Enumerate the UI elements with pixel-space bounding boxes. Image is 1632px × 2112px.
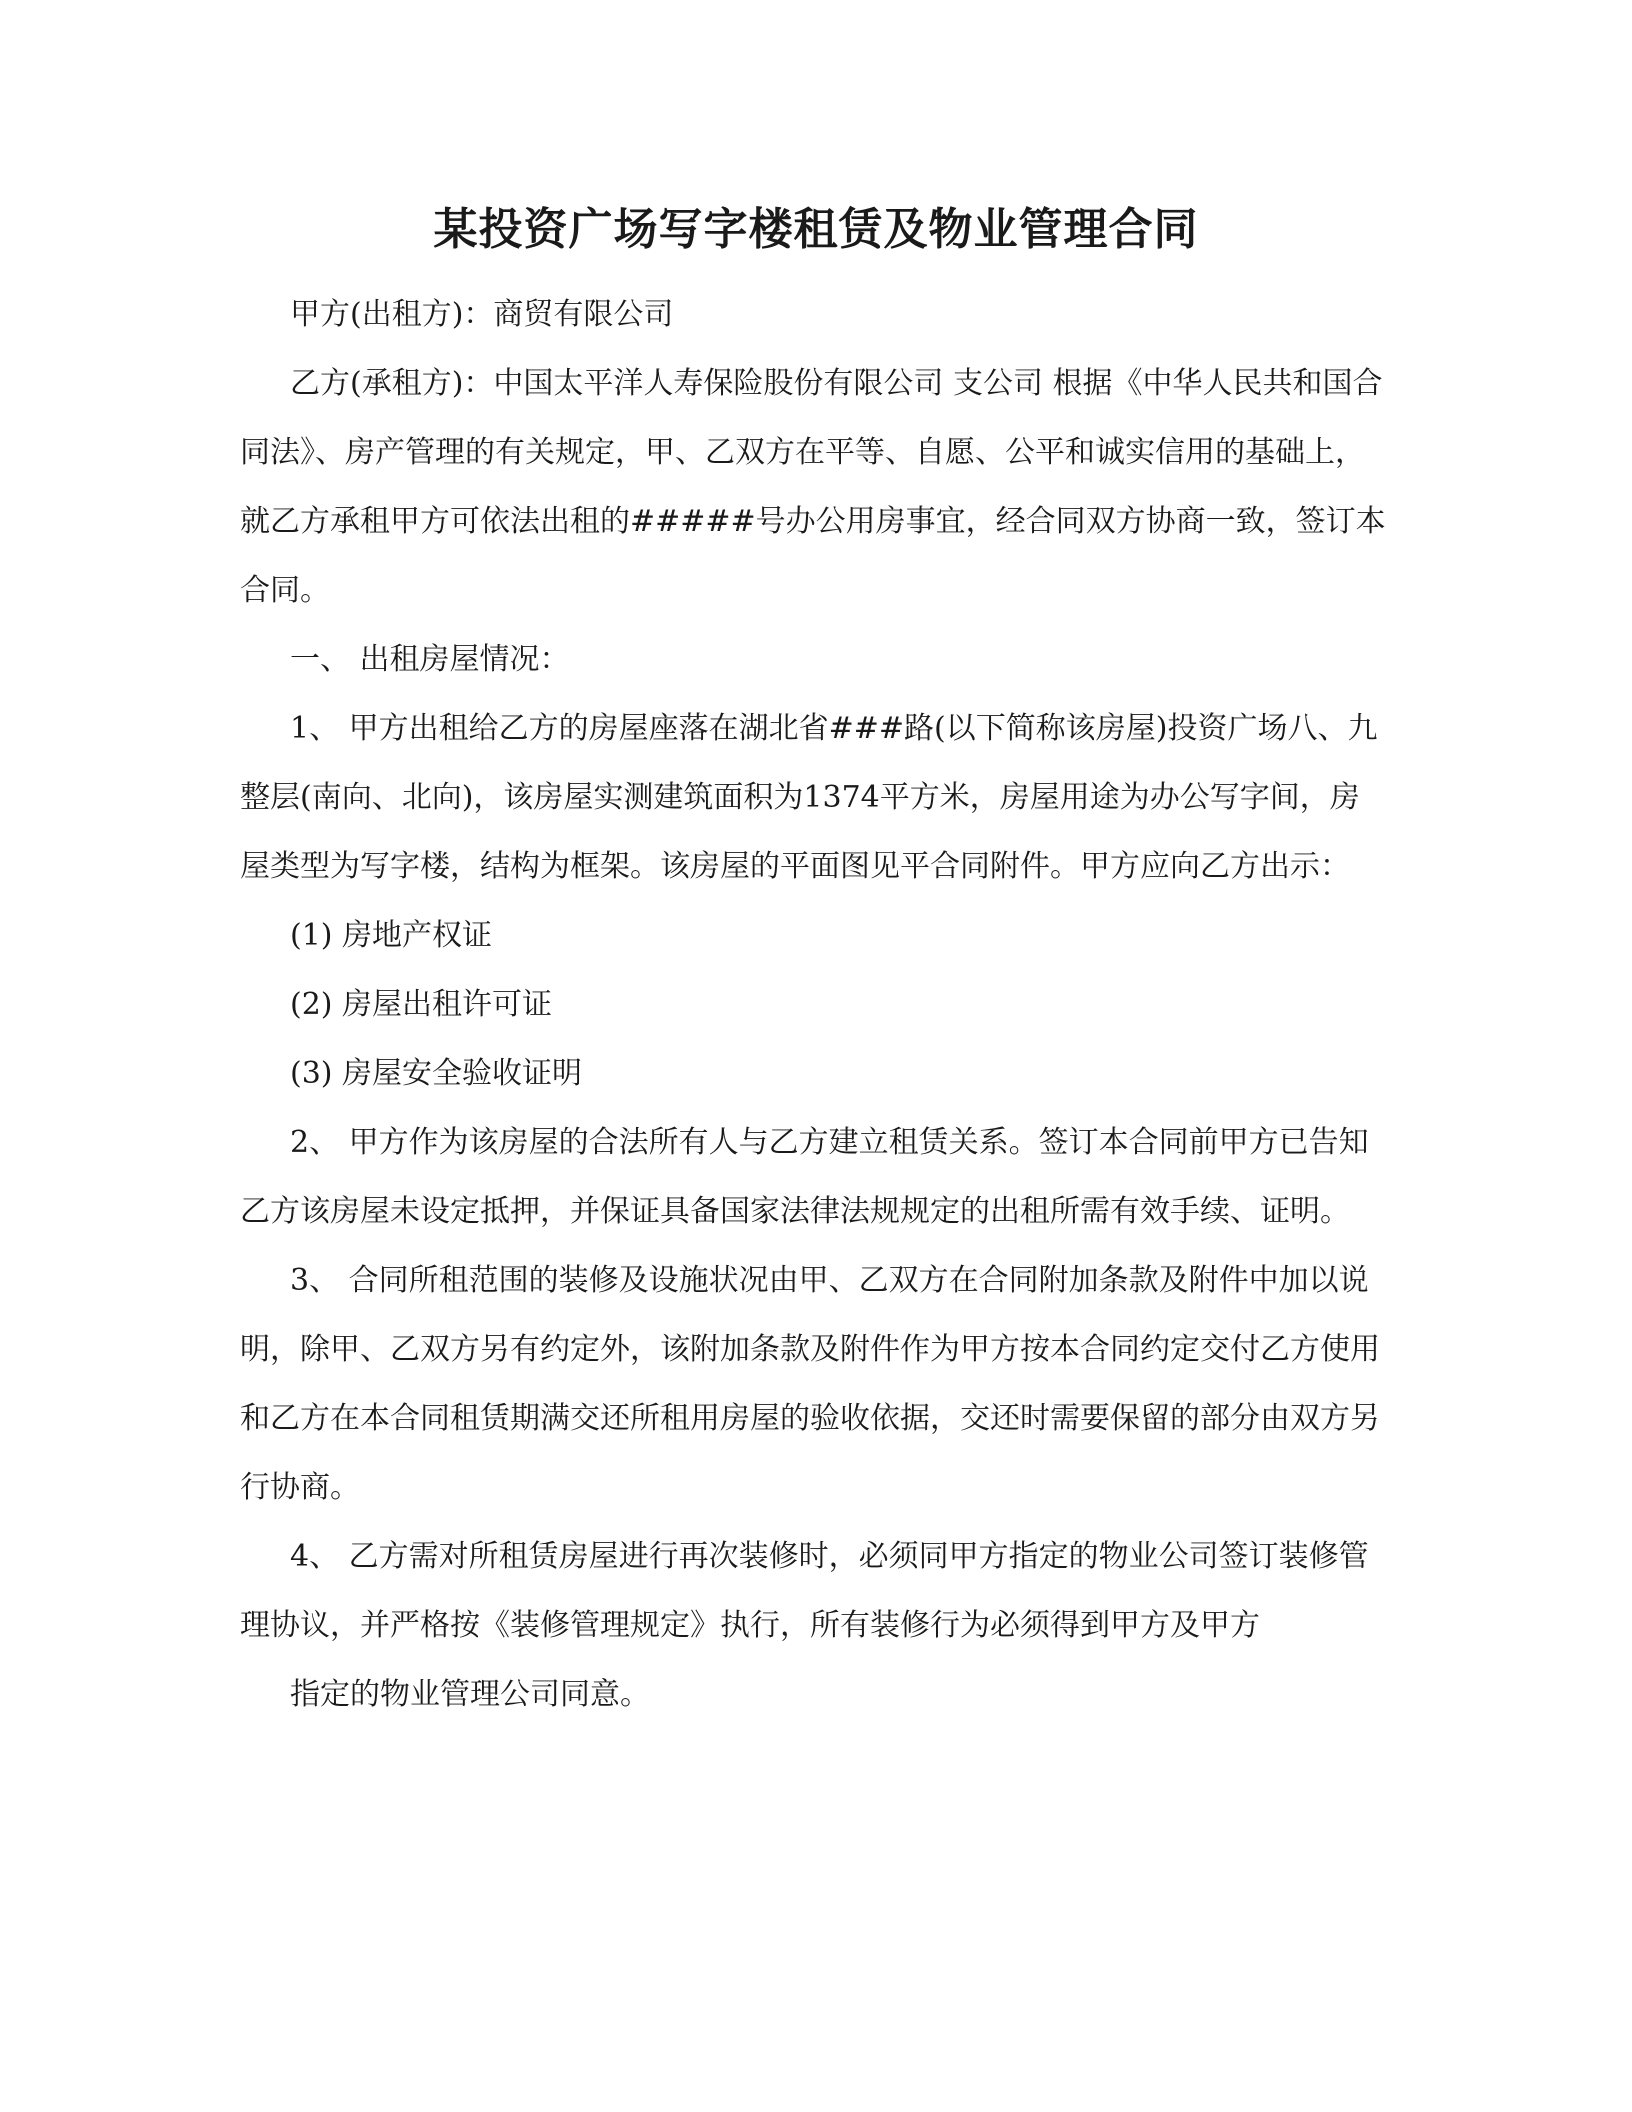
section-heading: 一、 出租房屋情况： <box>290 642 570 677</box>
party-a-line: 甲方(出租方)：商贸有限公司 <box>290 297 674 332</box>
document-title: 某投资广场写字楼租赁及物业管理合同 <box>433 204 1199 255</box>
list-item: (2) 房屋出租许可证 <box>290 987 553 1022</box>
clause-4: 4、 乙方需对所租赁房屋进行再次装修时，必须同甲方指定的物业公司签订装修管理协议，并严格按《装修管理规定》执行，所有装修行为必须得到甲方及甲方 <box>240 1539 1369 1643</box>
clause-4-continuation: 指定的物业管理公司同意。 <box>290 1677 650 1712</box>
clause-1: 1、 甲方出租给乙方的房屋座落在湖北省###路(以下简称该房屋)投资广场八、九 整层(南向、北向)，该房屋实测建筑面积为1374平方米，房屋用途为办公写字间，房屋类型为写字楼，结构为框架。该房屋的平面图见平合同附件。甲方应向乙方出示： <box>240 711 1378 884</box>
list-item: (3) 房屋安全验收证明 <box>290 1056 583 1091</box>
clause-3: 3、 合同所租范围的装修及设施状况由甲、乙双方在合同附加条款及附件中加以说明，除甲、乙双方另有约定外，该附加条款及附件作为甲方按本合同约定交付乙方使用和乙方在本合同租赁期满交还所租用房屋的验收依据，交还时需要保留的部分由双方另行协商。 <box>240 1263 1380 1505</box>
party-b-paragraph: 乙方(承租方)：中国太平洋人寿保险股份有限公司 支公司 根据《中华人民共和国合同法》、房产管理的有关规定，甲、乙双方在平等、自愿、公平和诚实信用的基础上，就乙方承租甲方可依法出租的#####号办公用房事宜，经合同双方协商一致，签订本合同。 <box>240 366 1386 608</box>
clause-2: 2、 甲方作为该房屋的合法所有人与乙方建立租赁关系。签订本合同前甲方已告知乙方该房屋未设定抵押，并保证具备国家法律法规规定的出租所需有效手续、证明。 <box>240 1125 1369 1229</box>
list-item: (1) 房地产权证 <box>290 918 493 953</box>
document-body <box>240 280 1388 1729</box>
